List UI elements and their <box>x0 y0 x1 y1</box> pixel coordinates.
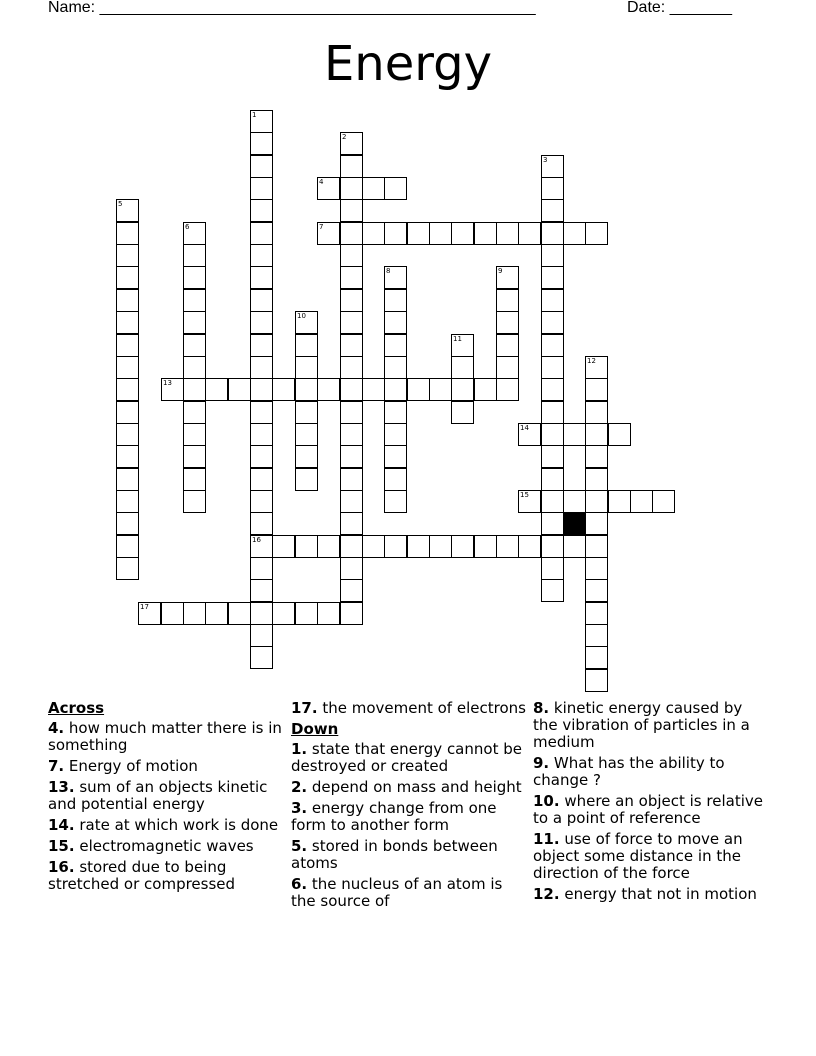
grid-cell[interactable] <box>585 356 608 379</box>
grid-cell[interactable] <box>161 378 184 401</box>
clue-item <box>533 793 768 827</box>
clue-text: how much matter there is in something <box>48 719 282 754</box>
clue-item <box>533 886 768 903</box>
grid-cell[interactable] <box>340 512 363 535</box>
clue-item <box>291 741 526 775</box>
cell-number: 14 <box>520 424 529 432</box>
grid-cell[interactable] <box>183 423 206 446</box>
grid-cell[interactable] <box>585 512 608 535</box>
clue-number: 2. <box>291 778 308 796</box>
grid-cell[interactable] <box>496 334 519 357</box>
grid-cell[interactable] <box>183 468 206 491</box>
grid-cell[interactable] <box>116 445 139 468</box>
grid-cell[interactable] <box>362 535 385 558</box>
cell-number: 4 <box>319 178 324 186</box>
grid-cell[interactable] <box>295 378 318 401</box>
clue-text: energy that not in motion <box>559 885 757 903</box>
grid-cell[interactable] <box>250 535 273 558</box>
grid-cell[interactable] <box>384 378 407 401</box>
grid-cell[interactable] <box>563 222 586 245</box>
grid-cell[interactable] <box>563 535 586 558</box>
grid-cell[interactable] <box>384 177 407 200</box>
grid-cell[interactable] <box>496 289 519 312</box>
clue-item <box>48 779 283 813</box>
grid-cell[interactable] <box>541 401 564 424</box>
grid-cell[interactable] <box>630 490 653 513</box>
grid-cell[interactable] <box>250 334 273 357</box>
grid-cell[interactable] <box>451 378 474 401</box>
grid-cell[interactable] <box>250 624 273 647</box>
grid-cell[interactable] <box>183 490 206 513</box>
grid-cell[interactable] <box>116 199 139 222</box>
grid-cell[interactable] <box>116 222 139 245</box>
grid-cell[interactable] <box>250 490 273 513</box>
grid-cell[interactable] <box>585 468 608 491</box>
grid-cell[interactable] <box>585 535 608 558</box>
cell-number: 3 <box>543 156 548 164</box>
clue-item <box>533 700 768 751</box>
cell-number: 15 <box>520 491 529 499</box>
grid-cell[interactable] <box>116 557 139 580</box>
grid-cell[interactable] <box>474 535 497 558</box>
grid-cell[interactable] <box>541 445 564 468</box>
grid-cell[interactable] <box>451 356 474 379</box>
clue-text: state that energy cannot be destroyed or created <box>291 740 522 775</box>
grid-cell[interactable] <box>272 535 295 558</box>
grid-cell[interactable] <box>541 423 564 446</box>
grid-cell[interactable] <box>585 602 608 625</box>
grid-cell[interactable] <box>183 356 206 379</box>
grid-cell[interactable] <box>429 535 452 558</box>
grid-cell[interactable] <box>541 177 564 200</box>
grid-cell[interactable] <box>116 289 139 312</box>
grid-cell[interactable] <box>541 244 564 267</box>
cell-number: 8 <box>386 267 391 275</box>
clue-number: 16. <box>48 858 75 876</box>
clue-text: energy change from one form to another form <box>291 799 497 834</box>
grid-cell[interactable] <box>295 602 318 625</box>
grid-cell[interactable] <box>608 490 631 513</box>
clue-item <box>533 831 768 882</box>
grid-cell[interactable] <box>116 311 139 334</box>
grid-cell[interactable] <box>563 423 586 446</box>
grid-cell[interactable] <box>250 222 273 245</box>
grid-cell[interactable] <box>295 356 318 379</box>
grid-cell[interactable] <box>340 334 363 357</box>
clue-number: 1. <box>291 740 308 758</box>
clue-text: stored in bonds between atoms <box>291 837 498 872</box>
grid-cell[interactable] <box>541 468 564 491</box>
grid-cell[interactable] <box>250 356 273 379</box>
clue-number: 4. <box>48 719 65 737</box>
cell-number: 17 <box>140 603 149 611</box>
grid-cell[interactable] <box>384 490 407 513</box>
grid-cell[interactable] <box>250 266 273 289</box>
clue-number: 12. <box>533 885 560 903</box>
clue-number: 8. <box>533 699 550 717</box>
grid-cell[interactable] <box>541 222 564 245</box>
grid-cell[interactable] <box>585 445 608 468</box>
grid-cell[interactable] <box>317 602 340 625</box>
grid-cell[interactable] <box>183 602 206 625</box>
clue-item <box>291 779 526 796</box>
clue-section-heading: Across <box>48 699 105 717</box>
grid-cell[interactable] <box>340 266 363 289</box>
block-cell <box>563 512 586 535</box>
page-title: Energy <box>323 36 493 92</box>
grid-cell[interactable] <box>250 401 273 424</box>
grid-cell[interactable] <box>161 602 184 625</box>
grid-cell[interactable] <box>250 602 273 625</box>
grid-cell[interactable] <box>541 512 564 535</box>
grid-cell[interactable] <box>451 334 474 357</box>
grid-cell[interactable] <box>340 535 363 558</box>
clue-number: 7. <box>48 757 65 775</box>
grid-cell[interactable] <box>384 468 407 491</box>
grid-cell[interactable] <box>116 356 139 379</box>
grid-cell[interactable] <box>250 579 273 602</box>
grid-cell[interactable] <box>384 222 407 245</box>
grid-cell[interactable] <box>250 646 273 669</box>
grid-cell[interactable] <box>496 266 519 289</box>
clue-item <box>48 817 283 834</box>
grid-cell[interactable] <box>138 602 161 625</box>
clue-text: the movement of electrons <box>317 699 526 717</box>
grid-cell[interactable] <box>541 579 564 602</box>
grid-cell[interactable] <box>228 602 251 625</box>
grid-cell[interactable] <box>272 602 295 625</box>
cell-number: 10 <box>297 312 306 320</box>
grid-cell[interactable] <box>541 535 564 558</box>
grid-cell[interactable] <box>183 266 206 289</box>
grid-cell[interactable] <box>250 289 273 312</box>
grid-cell[interactable] <box>407 535 430 558</box>
grid-cell[interactable] <box>228 378 251 401</box>
cell-number: 1 <box>252 111 257 119</box>
grid-cell[interactable] <box>116 244 139 267</box>
grid-cell[interactable] <box>585 624 608 647</box>
clue-number: 10. <box>533 792 560 810</box>
clue-text: kinetic energy caused by the vibration of particles in a medium <box>533 699 750 751</box>
grid-cell[interactable] <box>451 401 474 424</box>
grid-cell[interactable] <box>541 490 564 513</box>
grid-cell[interactable] <box>585 222 608 245</box>
clue-text: electromagnetic waves <box>74 837 254 855</box>
clue-number: 13. <box>48 778 75 796</box>
grid-cell[interactable] <box>183 222 206 245</box>
grid-cell[interactable] <box>272 378 295 401</box>
grid-cell[interactable] <box>250 512 273 535</box>
grid-cell[interactable] <box>317 535 340 558</box>
clue-item <box>291 700 526 717</box>
grid-cell[interactable] <box>250 110 273 133</box>
clue-number: 9. <box>533 754 550 772</box>
grid-cell[interactable] <box>250 244 273 267</box>
grid-cell[interactable] <box>317 177 340 200</box>
grid-cell[interactable] <box>518 490 541 513</box>
clue-text: where an object is relative to a point of reference <box>533 792 763 827</box>
grid-cell[interactable] <box>429 378 452 401</box>
grid-cell[interactable] <box>384 445 407 468</box>
grid-cell[interactable] <box>496 222 519 245</box>
grid-cell[interactable] <box>340 177 363 200</box>
grid-cell[interactable] <box>116 535 139 558</box>
grid-cell[interactable] <box>585 557 608 580</box>
grid-cell[interactable] <box>183 378 206 401</box>
grid-cell[interactable] <box>340 423 363 446</box>
cell-number: 11 <box>453 335 462 343</box>
grid-cell[interactable] <box>585 646 608 669</box>
grid-cell[interactable] <box>384 289 407 312</box>
cell-number: 6 <box>185 223 190 231</box>
clue-number: 6. <box>291 875 308 893</box>
grid-cell[interactable] <box>116 378 139 401</box>
grid-cell[interactable] <box>474 378 497 401</box>
clue-text: What has the ability to change ? <box>533 754 725 789</box>
name-field[interactable]: Name: _________________________________________________ <box>48 0 536 16</box>
grid-cell[interactable] <box>384 401 407 424</box>
grid-cell[interactable] <box>362 222 385 245</box>
grid-cell[interactable] <box>295 334 318 357</box>
date-field[interactable]: Date: _______ <box>627 0 732 16</box>
grid-cell[interactable] <box>250 155 273 178</box>
clue-number: 15. <box>48 837 75 855</box>
grid-cell[interactable] <box>116 401 139 424</box>
grid-cell[interactable] <box>340 401 363 424</box>
grid-cell[interactable] <box>183 445 206 468</box>
grid-cell[interactable] <box>116 490 139 513</box>
clue-text: sum of an objects kinetic and potential energy <box>48 778 268 813</box>
grid-cell[interactable] <box>340 199 363 222</box>
grid-cell[interactable] <box>340 244 363 267</box>
grid-cell[interactable] <box>384 423 407 446</box>
grid-cell[interactable] <box>384 356 407 379</box>
grid-cell[interactable] <box>295 401 318 424</box>
clue-item <box>48 758 283 775</box>
clue-number: 3. <box>291 799 308 817</box>
clue-item <box>48 859 283 893</box>
grid-cell[interactable] <box>183 289 206 312</box>
clue-item <box>291 876 526 910</box>
grid-cell[interactable] <box>317 378 340 401</box>
grid-cell[interactable] <box>183 311 206 334</box>
grid-cell[interactable] <box>496 535 519 558</box>
clues-column-2 <box>291 700 526 914</box>
grid-cell[interactable] <box>295 535 318 558</box>
grid-cell[interactable] <box>183 244 206 267</box>
grid-cell[interactable] <box>205 602 228 625</box>
clue-item <box>48 720 283 754</box>
grid-cell[interactable] <box>585 401 608 424</box>
grid-cell[interactable] <box>250 378 273 401</box>
grid-cell[interactable] <box>250 445 273 468</box>
grid-cell[interactable] <box>116 266 139 289</box>
cell-number: 7 <box>319 223 324 231</box>
clues-column-3 <box>533 700 768 907</box>
clue-text: depend on mass and height <box>307 778 522 796</box>
grid-cell[interactable] <box>608 423 631 446</box>
grid-cell[interactable] <box>429 222 452 245</box>
clue-number: 17. <box>291 699 318 717</box>
grid-cell[interactable] <box>496 311 519 334</box>
grid-cell[interactable] <box>340 490 363 513</box>
grid-cell[interactable] <box>541 199 564 222</box>
clue-number: 14. <box>48 816 75 834</box>
cell-number: 13 <box>163 379 172 387</box>
grid-cell[interactable] <box>250 557 273 580</box>
grid-cell[interactable] <box>563 490 586 513</box>
grid-cell[interactable] <box>384 535 407 558</box>
grid-cell[interactable] <box>340 222 363 245</box>
clue-item <box>291 838 526 872</box>
cell-number: 5 <box>118 200 123 208</box>
grid-cell[interactable] <box>474 222 497 245</box>
clue-text: stored due to being stretched or compressed <box>48 858 236 893</box>
grid-cell[interactable] <box>116 468 139 491</box>
grid-cell[interactable] <box>585 579 608 602</box>
grid-cell[interactable] <box>407 378 430 401</box>
grid-cell[interactable] <box>362 177 385 200</box>
grid-cell[interactable] <box>340 579 363 602</box>
cell-number: 16 <box>252 536 261 544</box>
grid-cell[interactable] <box>183 401 206 424</box>
grid-cell[interactable] <box>250 311 273 334</box>
clue-item <box>291 800 526 834</box>
clue-item <box>533 755 768 789</box>
grid-cell[interactable] <box>116 512 139 535</box>
grid-cell[interactable] <box>340 356 363 379</box>
cell-number: 9 <box>498 267 503 275</box>
grid-cell[interactable] <box>585 490 608 513</box>
grid-cell[interactable] <box>295 311 318 334</box>
grid-cell[interactable] <box>541 289 564 312</box>
cell-number: 2 <box>342 133 347 141</box>
grid-cell[interactable] <box>295 423 318 446</box>
grid-cell[interactable] <box>250 423 273 446</box>
grid-cell[interactable] <box>541 334 564 357</box>
grid-cell[interactable] <box>585 423 608 446</box>
grid-cell[interactable] <box>362 378 385 401</box>
grid-cell[interactable] <box>250 468 273 491</box>
grid-cell[interactable] <box>205 378 228 401</box>
clue-section-heading: Down <box>291 720 339 738</box>
grid-cell[interactable] <box>295 445 318 468</box>
grid-cell[interactable] <box>340 602 363 625</box>
grid-cell[interactable] <box>451 222 474 245</box>
cell-number: 12 <box>587 357 596 365</box>
clue-text: rate at which work is done <box>74 816 279 834</box>
clue-text: Energy of motion <box>64 757 198 775</box>
grid-cell[interactable] <box>541 155 564 178</box>
clue-text: use of force to move an object some distance in the direction of the force <box>533 830 743 882</box>
grid-cell[interactable] <box>518 423 541 446</box>
grid-cell[interactable] <box>183 334 206 357</box>
grid-cell[interactable] <box>496 356 519 379</box>
grid-cell[interactable] <box>384 266 407 289</box>
clue-number: 11. <box>533 830 560 848</box>
grid-cell[interactable] <box>541 557 564 580</box>
grid-cell[interactable] <box>541 311 564 334</box>
grid-cell[interactable] <box>541 356 564 379</box>
grid-cell[interactable] <box>116 334 139 357</box>
grid-cell[interactable] <box>496 378 519 401</box>
grid-cell[interactable] <box>451 535 474 558</box>
grid-cell[interactable] <box>541 378 564 401</box>
grid-cell[interactable] <box>116 423 139 446</box>
grid-cell[interactable] <box>340 468 363 491</box>
grid-cell[interactable] <box>250 199 273 222</box>
grid-cell[interactable] <box>384 334 407 357</box>
grid-cell[interactable] <box>250 132 273 155</box>
grid-cell[interactable] <box>340 445 363 468</box>
grid-cell[interactable] <box>340 289 363 312</box>
grid-cell[interactable] <box>295 468 318 491</box>
clue-item <box>48 838 283 855</box>
grid-cell[interactable] <box>652 490 675 513</box>
grid-cell[interactable] <box>340 311 363 334</box>
grid-cell[interactable] <box>340 557 363 580</box>
grid-cell[interactable] <box>250 177 273 200</box>
clue-number: 5. <box>291 837 308 855</box>
grid-cell[interactable] <box>384 311 407 334</box>
grid-cell[interactable] <box>317 222 340 245</box>
grid-cell[interactable] <box>518 535 541 558</box>
grid-cell[interactable] <box>585 669 608 692</box>
clue-text: the nucleus of an atom is the source of <box>291 875 503 910</box>
grid-cell[interactable] <box>585 378 608 401</box>
grid-cell[interactable] <box>541 266 564 289</box>
clues-column-1 <box>48 700 283 897</box>
grid-cell[interactable] <box>340 155 363 178</box>
grid-cell[interactable] <box>518 222 541 245</box>
grid-cell[interactable] <box>340 132 363 155</box>
grid-cell[interactable] <box>340 378 363 401</box>
grid-cell[interactable] <box>407 222 430 245</box>
